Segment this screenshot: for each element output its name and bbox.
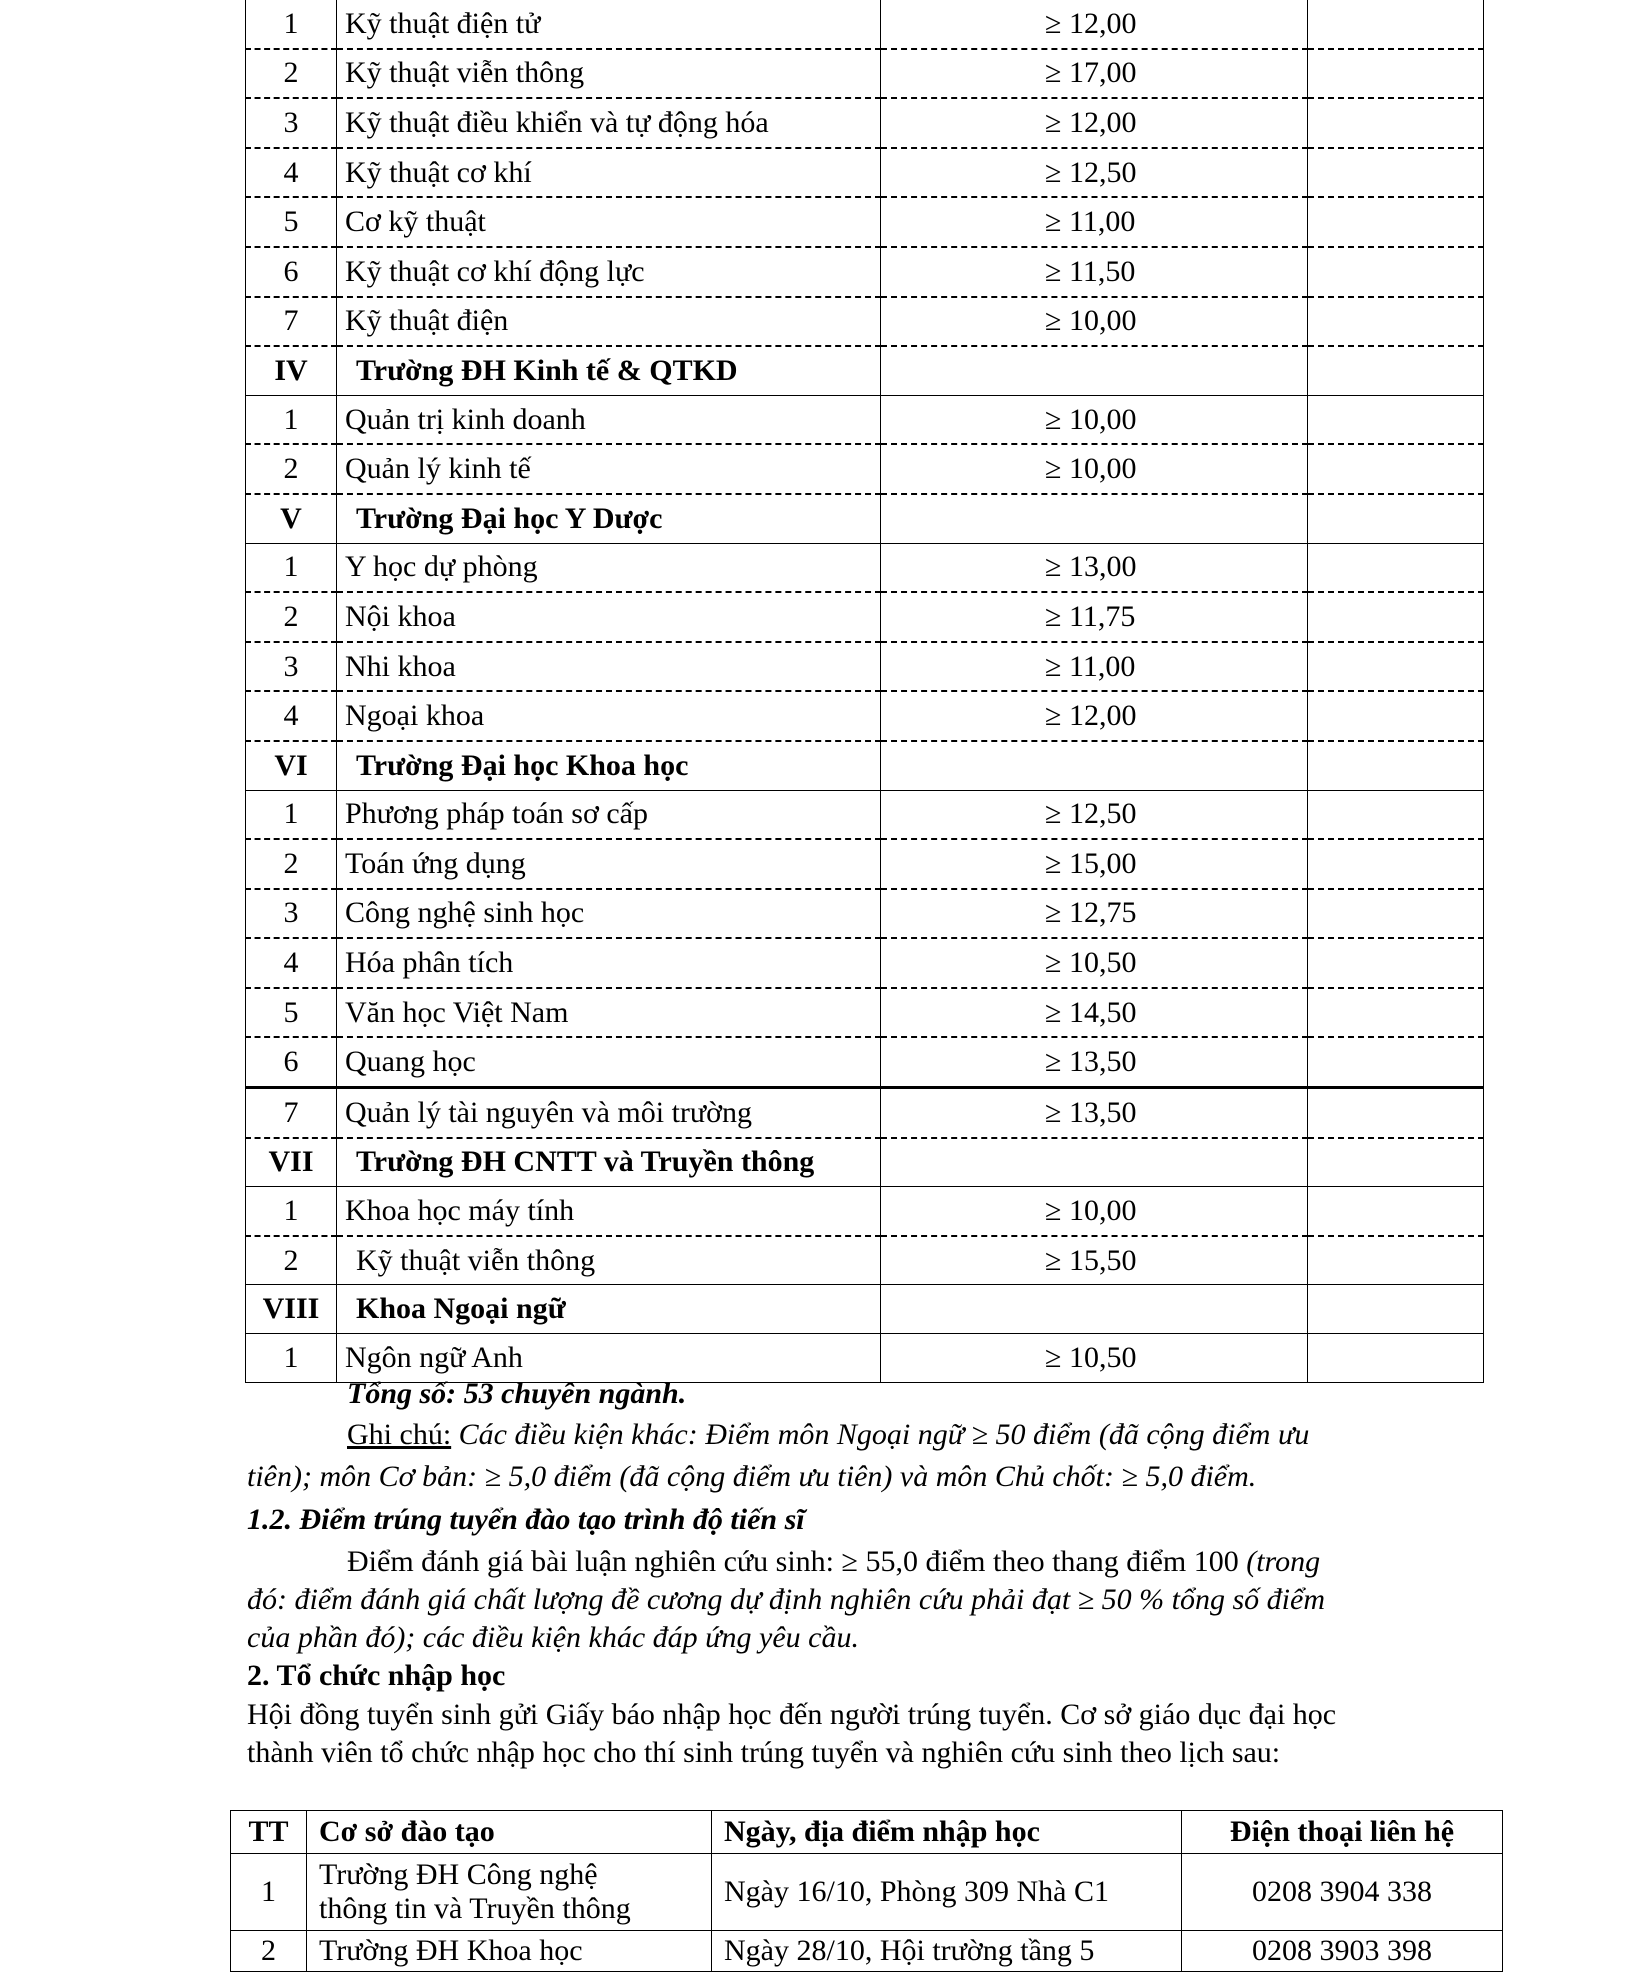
cutoff-score (881, 346, 1308, 395)
table-row (246, 49, 1484, 99)
cutoff-score: ≥ 14,50 (881, 988, 1308, 1038)
section-heading-1-2: 1.2. Điểm trúng tuyển đào tạo trình độ tiến sĩ (247, 1503, 805, 1536)
header-date: Ngày, địa điểm nhập học (712, 1811, 1182, 1854)
table-row (246, 444, 1484, 494)
table-row (246, 691, 1484, 741)
phd-line-3: của phần đó); các điều kiện khác đáp ứng yêu cầu. (247, 1621, 859, 1654)
table-row (246, 0, 1484, 49)
cutoff-score: ≥ 15,50 (881, 1236, 1308, 1285)
empty-cell (1308, 741, 1484, 790)
cutoff-score: ≥ 10,00 (881, 297, 1308, 347)
table-row (246, 395, 1484, 444)
schedule-tt: 1 (231, 1854, 307, 1931)
row-number: 4 (246, 938, 337, 988)
major-name: Ngoại khoa (337, 691, 881, 741)
table-row (246, 839, 1484, 889)
major-name: Kỹ thuật viễn thông (337, 49, 881, 99)
empty-cell (1308, 297, 1484, 347)
phd-text-1: Điểm đánh giá bài luận nghiên cứu sinh: ≥ 55,0 điểm theo thang điểm 100 (347, 1545, 1247, 1578)
row-number: 7 (246, 297, 337, 347)
note-label: Ghi chú: (347, 1418, 452, 1451)
schedule-phone: 0208 3904 338 (1182, 1854, 1503, 1931)
cutoff-score: ≥ 12,00 (881, 98, 1308, 148)
major-name: Kỹ thuật cơ khí động lực (337, 247, 881, 297)
empty-cell (1308, 395, 1484, 444)
table-row (246, 1187, 1484, 1236)
empty-cell (1308, 543, 1484, 592)
major-name: Nội khoa (337, 592, 881, 642)
major-name: Kỹ thuật điều khiển và tự động hóa (337, 98, 881, 148)
row-number: 6 (246, 1037, 337, 1087)
major-name: Toán ứng dụng (337, 839, 881, 889)
empty-cell (1308, 691, 1484, 741)
row-number: 4 (246, 691, 337, 741)
schedule-tt: 2 (231, 1931, 307, 1972)
enroll-line-1: Hội đồng tuyển sinh gửi Giấy báo nhập học đến người trúng tuyển. Cơ sở giáo dục đại học (247, 1698, 1337, 1731)
table-row (246, 98, 1484, 148)
row-number: 6 (246, 247, 337, 297)
unit-line-2: thông tin và Truyền thông (319, 1892, 631, 1925)
cutoff-score-table (245, 0, 1484, 1383)
empty-cell (1308, 988, 1484, 1038)
row-number: 4 (246, 148, 337, 198)
empty-cell (1308, 790, 1484, 839)
row-number: 5 (246, 197, 337, 247)
header-unit: Cơ sở đào tạo (307, 1811, 712, 1854)
empty-cell (1308, 889, 1484, 939)
enroll-line-2: thành viên tổ chức nhập học cho thí sinh trúng tuyển và nghiên cứu sinh theo lịch sau: (247, 1736, 1281, 1769)
cutoff-score: ≥ 10,00 (881, 444, 1308, 494)
major-name: Công nghệ sinh học (337, 889, 881, 939)
empty-cell (1308, 247, 1484, 297)
group-number: IV (246, 346, 337, 395)
schedule-row (231, 1931, 1503, 1972)
group-number: V (246, 494, 337, 543)
header-tt: TT (231, 1811, 307, 1854)
empty-cell (1308, 1088, 1484, 1138)
group-row (246, 1138, 1484, 1187)
major-name: Kỹ thuật điện tử (337, 0, 881, 49)
row-number: 1 (246, 395, 337, 444)
cutoff-score: ≥ 12,00 (881, 0, 1308, 49)
empty-cell (1308, 1138, 1484, 1187)
major-name: Quản trị kinh doanh (337, 395, 881, 444)
table-row (246, 297, 1484, 347)
table-row (246, 642, 1484, 692)
major-name: Kỹ thuật viễn thông (337, 1236, 881, 1285)
group-name: Trường ĐH CNTT và Truyền thông (337, 1138, 881, 1187)
cutoff-score (881, 1285, 1308, 1334)
cutoff-score: ≥ 11,50 (881, 247, 1308, 297)
cutoff-score: ≥ 10,50 (881, 938, 1308, 988)
schedule-row (231, 1854, 1503, 1931)
table-row (246, 1037, 1484, 1087)
enrollment-schedule-table (230, 1810, 1503, 1972)
row-number: 1 (246, 0, 337, 49)
row-number: 3 (246, 889, 337, 939)
cutoff-score: ≥ 12,50 (881, 790, 1308, 839)
table-row (246, 247, 1484, 297)
table-row (246, 1088, 1484, 1138)
table-row (246, 1236, 1484, 1285)
cutoff-score: ≥ 13,50 (881, 1088, 1308, 1138)
row-number: 3 (246, 98, 337, 148)
table-row (246, 988, 1484, 1038)
empty-cell (1308, 49, 1484, 99)
major-name: Cơ kỹ thuật (337, 197, 881, 247)
empty-cell (1308, 839, 1484, 889)
cutoff-score: ≥ 13,50 (881, 1037, 1308, 1087)
cutoff-score: ≥ 10,00 (881, 395, 1308, 444)
phd-text-1-italic: (trong (1246, 1545, 1321, 1578)
schedule-unit (307, 1854, 712, 1931)
cutoff-score: ≥ 11,00 (881, 197, 1308, 247)
cutoff-score: ≥ 11,75 (881, 592, 1308, 642)
group-name: Khoa Ngoại ngữ (337, 1285, 881, 1334)
cutoff-score: ≥ 10,50 (881, 1334, 1308, 1383)
empty-cell (1308, 346, 1484, 395)
table-row (246, 592, 1484, 642)
cutoff-score: ≥ 12,00 (881, 691, 1308, 741)
cutoff-score (881, 1138, 1308, 1187)
major-name: Hóa phân tích (337, 938, 881, 988)
phd-line-2: đó: điểm đánh giá chất lượng đề cương dự định nghiên cứu phải đạt ≥ 50 % tổng số điểm (247, 1583, 1325, 1616)
cutoff-score: ≥ 15,00 (881, 839, 1308, 889)
row-number: 2 (246, 49, 337, 99)
table-row (246, 889, 1484, 939)
table-row (246, 197, 1484, 247)
schedule-header-row (231, 1811, 1503, 1854)
group-number: VI (246, 741, 337, 790)
schedule-phone: 0208 3903 398 (1182, 1931, 1503, 1972)
empty-cell (1308, 592, 1484, 642)
row-number: 7 (246, 1088, 337, 1138)
row-number: 1 (246, 1334, 337, 1383)
schedule-date: Ngày 16/10, Phòng 309 Nhà C1 (712, 1854, 1182, 1931)
group-name: Trường Đại học Khoa học (337, 741, 881, 790)
group-name: Trường ĐH Kinh tế & QTKD (337, 346, 881, 395)
cutoff-score: ≥ 13,00 (881, 543, 1308, 592)
cutoff-score: ≥ 12,50 (881, 148, 1308, 198)
empty-cell (1308, 642, 1484, 692)
note-line-1 (247, 1415, 1587, 1455)
row-number: 1 (246, 543, 337, 592)
major-name: Phương pháp toán sơ cấp (337, 790, 881, 839)
empty-cell (1308, 98, 1484, 148)
section-heading-2: 2. Tổ chức nhập học (247, 1659, 506, 1692)
major-name: Quản lý kinh tế (337, 444, 881, 494)
row-number: 2 (246, 839, 337, 889)
major-name: Văn học Việt Nam (337, 988, 881, 1038)
cutoff-score (881, 494, 1308, 543)
empty-cell (1308, 197, 1484, 247)
table-row (246, 543, 1484, 592)
empty-cell (1308, 0, 1484, 49)
group-row (246, 494, 1484, 543)
major-name: Kỹ thuật điện (337, 297, 881, 347)
empty-cell (1308, 444, 1484, 494)
note-line-2: tiên); môn Cơ bản: ≥ 5,0 điểm (đã cộng điểm ưu tiên) và môn Chủ chốt: ≥ 5,0 điểm. (247, 1460, 1257, 1493)
empty-cell (1308, 148, 1484, 198)
group-number: VII (246, 1138, 337, 1187)
empty-cell (1308, 938, 1484, 988)
table-row (246, 790, 1484, 839)
header-phone: Điện thoại liên hệ (1182, 1811, 1503, 1854)
group-row (246, 346, 1484, 395)
empty-cell (1308, 1236, 1484, 1285)
empty-cell (1308, 1187, 1484, 1236)
row-number: 5 (246, 988, 337, 1038)
major-name: Quang học (337, 1037, 881, 1087)
schedule-unit: Trường ĐH Khoa học (307, 1931, 712, 1972)
row-number: 2 (246, 1236, 337, 1285)
total-majors: Tổng số: 53 chuyên ngành. (347, 1377, 687, 1410)
empty-cell (1308, 1037, 1484, 1087)
major-name: Ngôn ngữ Anh (337, 1334, 881, 1383)
schedule-date: Ngày 28/10, Hội trường tầng 5 (712, 1931, 1182, 1972)
row-number: 2 (246, 444, 337, 494)
major-name: Khoa học máy tính (337, 1187, 881, 1236)
group-number: VIII (246, 1285, 337, 1334)
major-name: Y học dự phòng (337, 543, 881, 592)
row-number: 3 (246, 642, 337, 692)
major-name: Kỹ thuật cơ khí (337, 148, 881, 198)
phd-line-1 (247, 1542, 1587, 1582)
row-number: 2 (246, 592, 337, 642)
empty-cell (1308, 1285, 1484, 1334)
major-name: Nhi khoa (337, 642, 881, 692)
group-name: Trường Đại học Y Dược (337, 494, 881, 543)
cutoff-score: ≥ 11,00 (881, 642, 1308, 692)
major-name: Quản lý tài nguyên và môi trường (337, 1088, 881, 1138)
cutoff-score (881, 741, 1308, 790)
row-number: 1 (246, 790, 337, 839)
note-text-1: Các điều kiện khác: Điểm môn Ngoại ngữ ≥ 50 điểm (đã cộng điểm ưu (451, 1418, 1310, 1451)
group-row (246, 1285, 1484, 1334)
group-row (246, 741, 1484, 790)
row-number: 1 (246, 1187, 337, 1236)
table-row (246, 148, 1484, 198)
cutoff-score: ≥ 12,75 (881, 889, 1308, 939)
table-row (246, 938, 1484, 988)
cutoff-score: ≥ 17,00 (881, 49, 1308, 99)
cutoff-score: ≥ 10,00 (881, 1187, 1308, 1236)
unit-line-1: Trường ĐH Công nghệ (319, 1858, 598, 1891)
empty-cell (1308, 494, 1484, 543)
